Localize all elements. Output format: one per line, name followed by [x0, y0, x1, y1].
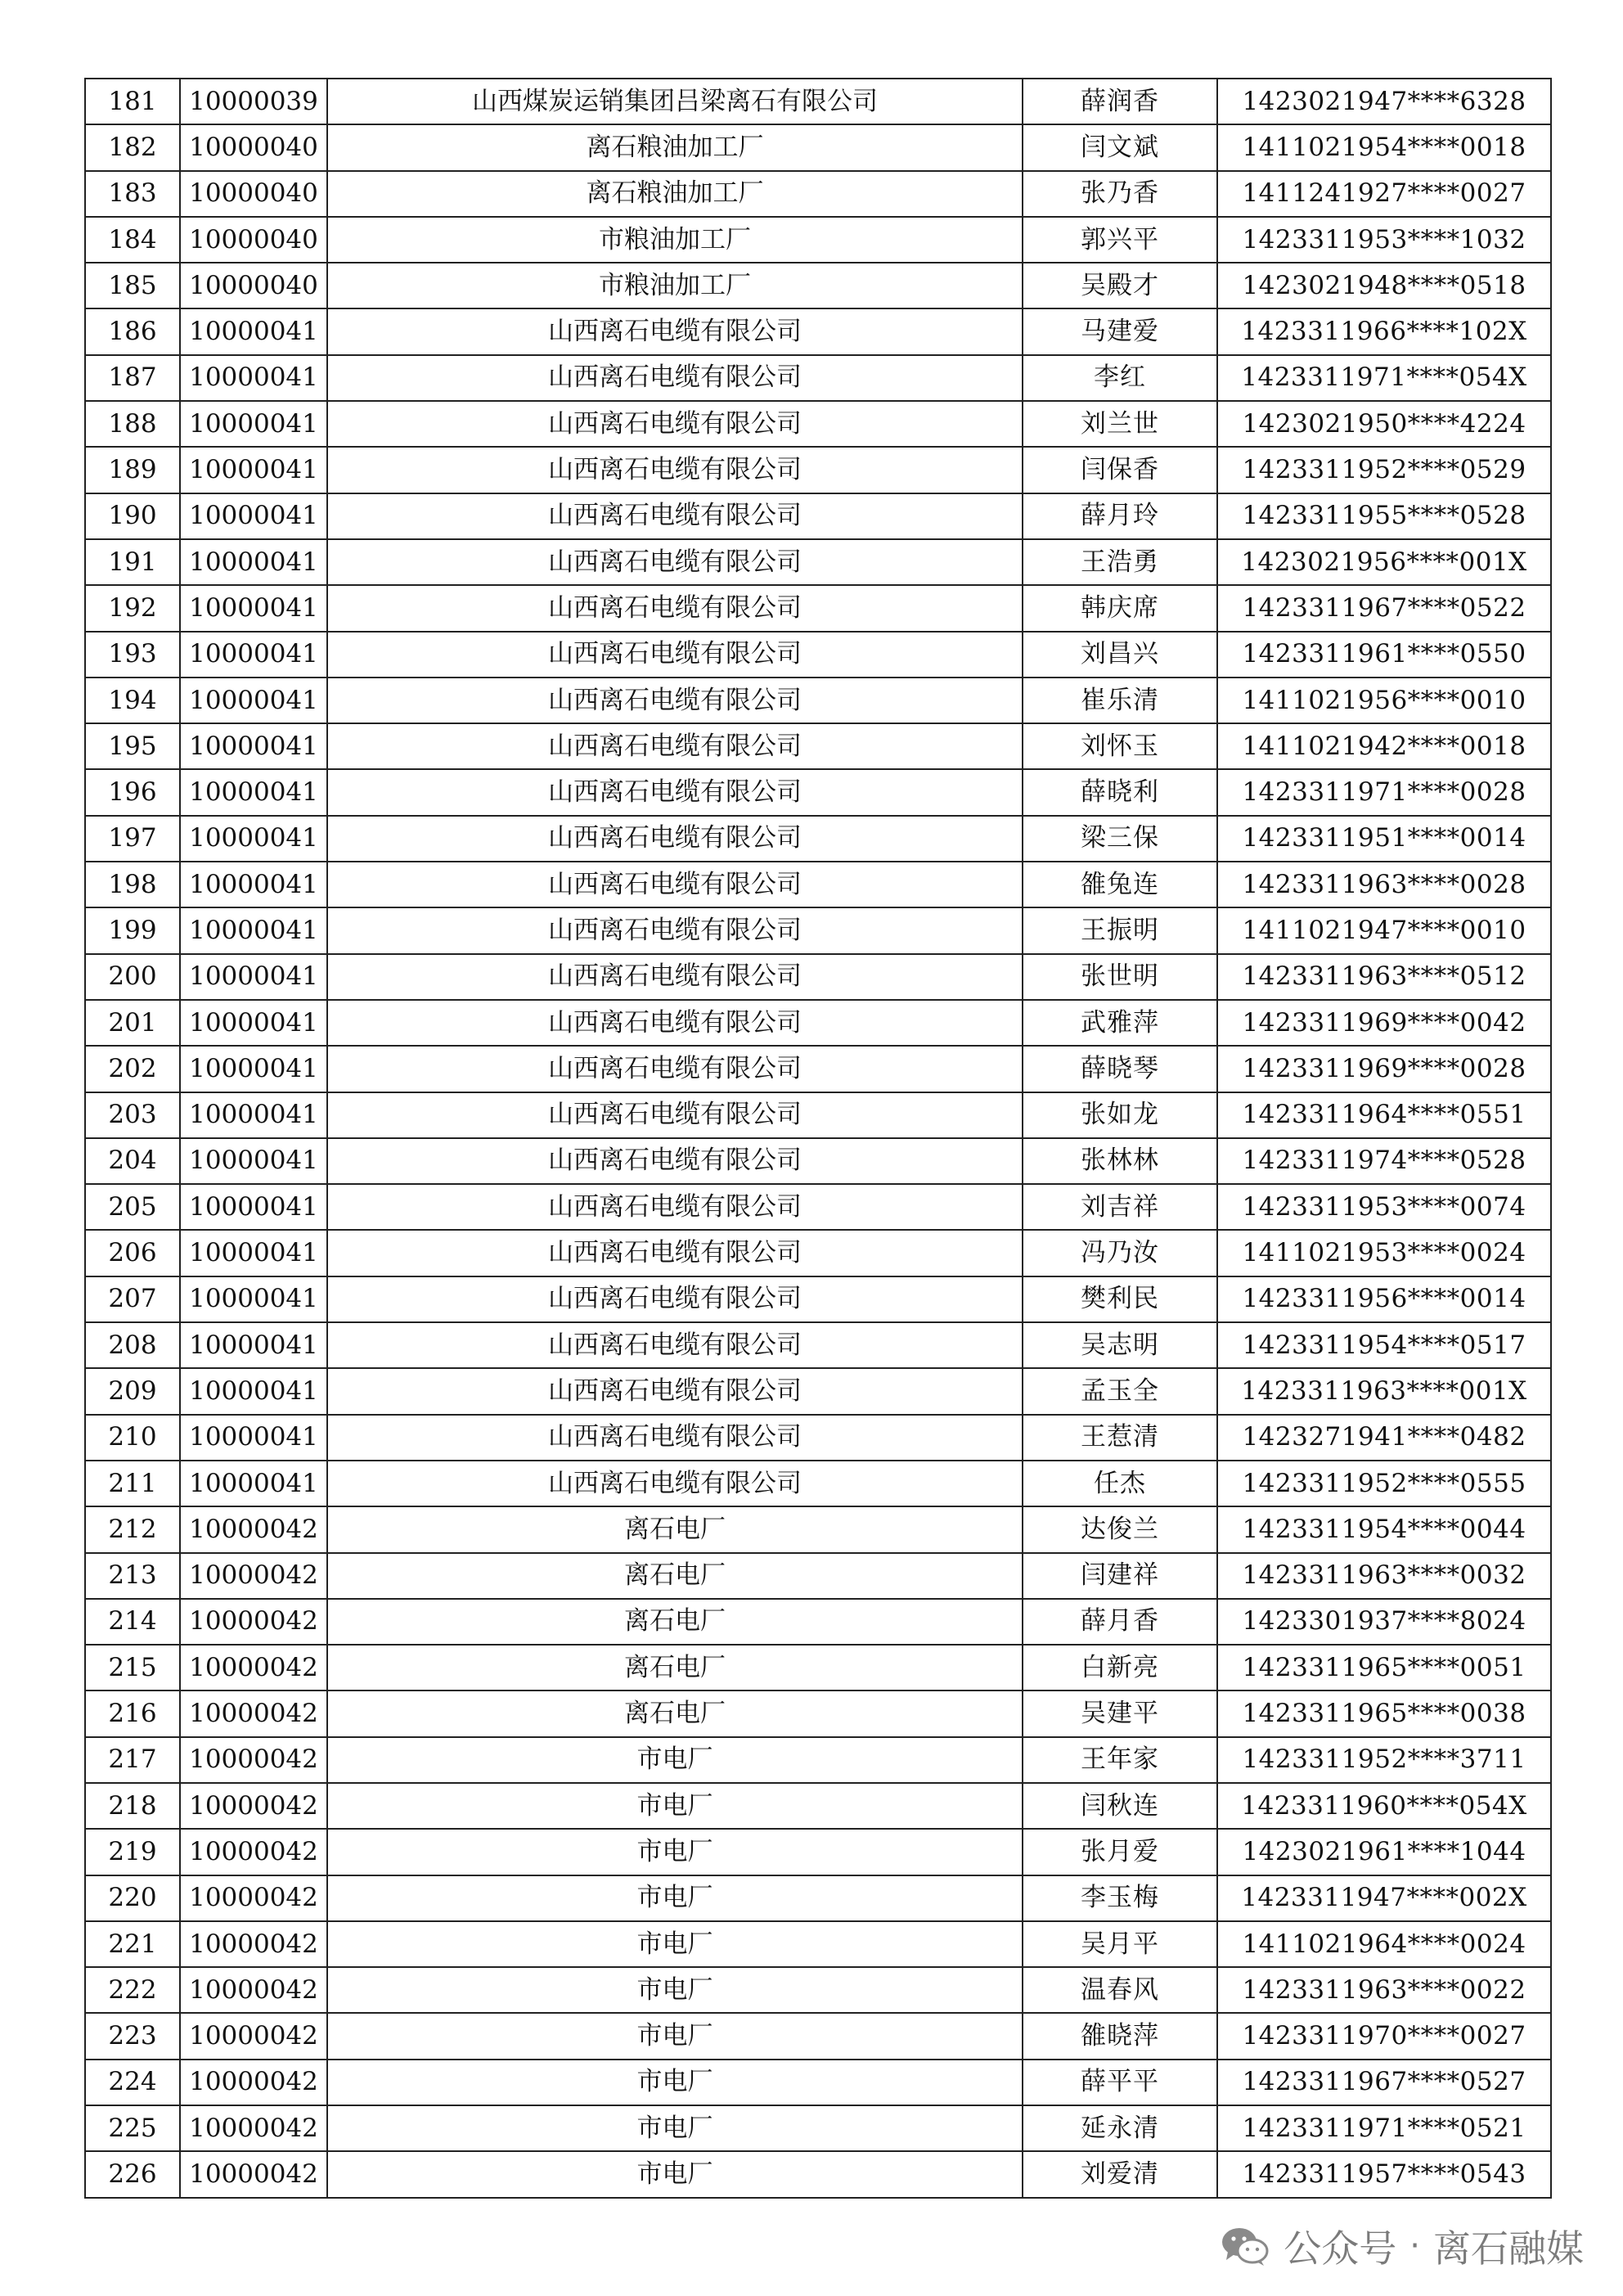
unit-code: 10000041 [180, 769, 327, 815]
id-number: 1423311969****0042 [1217, 1000, 1551, 1046]
person-name: 刘昌兴 [1023, 632, 1217, 678]
person-name: 温春风 [1023, 1967, 1217, 2013]
unit-code: 10000041 [180, 1092, 327, 1138]
table-row [85, 539, 1551, 585]
person-name: 孟玉全 [1023, 1368, 1217, 1414]
unit-code: 10000041 [180, 862, 327, 907]
organization-name: 山西离石电缆有限公司 [327, 493, 1023, 539]
table-row [85, 217, 1551, 263]
person-name: 武雅萍 [1023, 1000, 1217, 1046]
unit-code: 10000041 [180, 539, 327, 585]
organization-name: 山西离石电缆有限公司 [327, 1092, 1023, 1138]
id-number: 1423021950****4224 [1217, 401, 1551, 447]
id-number: 1423311970****0027 [1217, 2013, 1551, 2059]
unit-code: 10000042 [180, 2151, 327, 2197]
unit-code: 10000041 [180, 907, 327, 953]
person-name: 刘怀玉 [1023, 723, 1217, 769]
row-number: 190 [85, 493, 180, 539]
table-row [85, 1184, 1551, 1230]
row-number: 219 [85, 1829, 180, 1875]
unit-code: 10000042 [180, 2060, 327, 2105]
row-number: 217 [85, 1737, 180, 1783]
organization-name: 山西离石电缆有限公司 [327, 308, 1023, 354]
person-name: 郭兴平 [1023, 217, 1217, 263]
organization-name: 市电厂 [327, 2105, 1023, 2151]
table-row [85, 1599, 1551, 1645]
row-number: 225 [85, 2105, 180, 2151]
id-number: 1423311963****001X [1217, 1368, 1551, 1414]
unit-code: 10000041 [180, 1461, 327, 1506]
organization-name: 市电厂 [327, 1875, 1023, 1921]
table-row [85, 1000, 1551, 1046]
watermark-account: 离石融媒 [1433, 2226, 1584, 2271]
id-number: 1411021953****0024 [1217, 1230, 1551, 1276]
person-name: 王振明 [1023, 907, 1217, 953]
id-number: 1423311966****102X [1217, 308, 1551, 354]
table-row [85, 632, 1551, 678]
organization-name: 山西离石电缆有限公司 [327, 401, 1023, 447]
id-number: 1423311967****0527 [1217, 2060, 1551, 2105]
unit-code: 10000042 [180, 1553, 327, 1599]
person-name: 崔乐清 [1023, 678, 1217, 723]
row-number: 188 [85, 401, 180, 447]
row-number: 192 [85, 585, 180, 631]
organization-name: 山西离石电缆有限公司 [327, 1415, 1023, 1461]
organization-name: 山西离石电缆有限公司 [327, 907, 1023, 953]
row-number: 202 [85, 1046, 180, 1092]
row-number: 184 [85, 217, 180, 263]
table-row [85, 2060, 1551, 2105]
row-number: 215 [85, 1645, 180, 1690]
id-number: 1423301937****8024 [1217, 1599, 1551, 1645]
row-number: 207 [85, 1276, 180, 1322]
id-number: 1423311961****0550 [1217, 632, 1551, 678]
table-row [85, 1783, 1551, 1829]
unit-code: 10000041 [180, 1000, 327, 1046]
id-number: 1423311963****0028 [1217, 862, 1551, 907]
organization-name: 山西离石电缆有限公司 [327, 355, 1023, 401]
organization-name: 山西离石电缆有限公司 [327, 1230, 1023, 1276]
unit-code: 10000041 [180, 585, 327, 631]
id-number: 1423311971****0028 [1217, 769, 1551, 815]
row-number: 210 [85, 1415, 180, 1461]
person-name: 冯乃汝 [1023, 1230, 1217, 1276]
person-name: 刘吉祥 [1023, 1184, 1217, 1230]
table-row [85, 2105, 1551, 2151]
row-number: 196 [85, 769, 180, 815]
wechat-icon [1220, 2224, 1270, 2268]
id-number: 1411021954****0018 [1217, 124, 1551, 170]
table-row [85, 79, 1551, 124]
id-number: 1411021942****0018 [1217, 723, 1551, 769]
unit-code: 10000042 [180, 1875, 327, 1921]
person-name: 雒晓萍 [1023, 2013, 1217, 2059]
table-row [85, 355, 1551, 401]
person-name: 王惹清 [1023, 1415, 1217, 1461]
organization-name: 市电厂 [327, 1829, 1023, 1875]
organization-name: 山西离石电缆有限公司 [327, 1184, 1023, 1230]
unit-code: 10000042 [180, 1506, 327, 1552]
table-row [85, 1829, 1551, 1875]
row-number: 216 [85, 1690, 180, 1736]
table-row [85, 678, 1551, 723]
unit-code: 10000041 [180, 1415, 327, 1461]
person-name: 王浩勇 [1023, 539, 1217, 585]
unit-code: 10000041 [180, 816, 327, 862]
row-number: 220 [85, 1875, 180, 1921]
row-number: 223 [85, 2013, 180, 2059]
id-number: 1423021947****6328 [1217, 79, 1551, 124]
table-row [85, 862, 1551, 907]
person-name: 雒兔连 [1023, 862, 1217, 907]
unit-code: 10000042 [180, 1829, 327, 1875]
id-number: 1423311963****0022 [1217, 1967, 1551, 2013]
row-number: 226 [85, 2151, 180, 2197]
person-name: 刘爱清 [1023, 2151, 1217, 2197]
person-name: 闫建祥 [1023, 1553, 1217, 1599]
unit-code: 10000042 [180, 2105, 327, 2151]
id-number: 1423311965****0038 [1217, 1690, 1551, 1736]
table-row [85, 2151, 1551, 2197]
person-name: 薛月玲 [1023, 493, 1217, 539]
row-number: 182 [85, 124, 180, 170]
organization-name: 山西离石电缆有限公司 [327, 1276, 1023, 1322]
person-name: 李玉梅 [1023, 1875, 1217, 1921]
unit-code: 10000042 [180, 1783, 327, 1829]
unit-code: 10000041 [180, 1138, 327, 1184]
table-row [85, 907, 1551, 953]
person-name: 张如龙 [1023, 1092, 1217, 1138]
table-row [85, 493, 1551, 539]
row-number: 201 [85, 1000, 180, 1046]
row-number: 213 [85, 1553, 180, 1599]
watermark [1220, 2217, 1584, 2275]
id-number: 1423271941****0482 [1217, 1415, 1551, 1461]
row-number: 200 [85, 954, 180, 1000]
person-name: 刘兰世 [1023, 401, 1217, 447]
unit-code: 10000042 [180, 1599, 327, 1645]
table-row [85, 1415, 1551, 1461]
table-row [85, 1230, 1551, 1276]
table-row [85, 2013, 1551, 2059]
row-number: 204 [85, 1138, 180, 1184]
id-number: 1423311953****1032 [1217, 217, 1551, 263]
person-name: 薛晓利 [1023, 769, 1217, 815]
organization-name: 市电厂 [327, 2060, 1023, 2105]
row-number: 205 [85, 1184, 180, 1230]
table-row [85, 954, 1551, 1000]
row-number: 193 [85, 632, 180, 678]
id-number: 1411021964****0024 [1217, 1921, 1551, 1967]
person-name: 韩庆席 [1023, 585, 1217, 631]
id-number: 1423311969****0028 [1217, 1046, 1551, 1092]
row-number: 185 [85, 263, 180, 308]
table-row [85, 1690, 1551, 1736]
watermark-label: 公众号 [1284, 2226, 1397, 2271]
id-number: 1423311967****0522 [1217, 585, 1551, 631]
organization-name: 山西离石电缆有限公司 [327, 1368, 1023, 1414]
row-number: 199 [85, 907, 180, 953]
row-number: 186 [85, 308, 180, 354]
organization-name: 离石粮油加工厂 [327, 171, 1023, 217]
row-number: 209 [85, 1368, 180, 1414]
row-number: 191 [85, 539, 180, 585]
organization-name: 山西离石电缆有限公司 [327, 769, 1023, 815]
unit-code: 10000042 [180, 1921, 327, 1967]
row-number: 183 [85, 171, 180, 217]
organization-name: 山西离石电缆有限公司 [327, 539, 1023, 585]
person-name: 张林林 [1023, 1138, 1217, 1184]
person-name: 张月爱 [1023, 1829, 1217, 1875]
person-name: 吴志明 [1023, 1322, 1217, 1368]
id-number: 1423311952****0555 [1217, 1461, 1551, 1506]
table-row [85, 723, 1551, 769]
unit-code: 10000041 [180, 1184, 327, 1230]
watermark-separator: · [1409, 2227, 1420, 2265]
organization-name: 市电厂 [327, 1921, 1023, 1967]
table-row [85, 1461, 1551, 1506]
unit-code: 10000041 [180, 401, 327, 447]
id-number: 1423311956****0014 [1217, 1276, 1551, 1322]
id-number: 1423311965****0051 [1217, 1645, 1551, 1690]
unit-code: 10000040 [180, 263, 327, 308]
table-row [85, 1506, 1551, 1552]
unit-code: 10000041 [180, 723, 327, 769]
table-row [85, 124, 1551, 170]
organization-name: 山西离石电缆有限公司 [327, 816, 1023, 862]
person-name: 薛月香 [1023, 1599, 1217, 1645]
unit-code: 10000040 [180, 124, 327, 170]
row-number: 181 [85, 79, 180, 124]
person-name: 闫保香 [1023, 447, 1217, 493]
id-number: 1423311963****0512 [1217, 954, 1551, 1000]
table-row [85, 1138, 1551, 1184]
organization-name: 离石电厂 [327, 1553, 1023, 1599]
person-name: 王年家 [1023, 1737, 1217, 1783]
row-number: 195 [85, 723, 180, 769]
unit-code: 10000040 [180, 171, 327, 217]
table-row [85, 1276, 1551, 1322]
table-row [85, 816, 1551, 862]
organization-name: 离石电厂 [327, 1690, 1023, 1736]
table-row [85, 769, 1551, 815]
id-number: 1423311960****054X [1217, 1783, 1551, 1829]
person-name: 任杰 [1023, 1461, 1217, 1506]
id-number: 1423021961****1044 [1217, 1829, 1551, 1875]
id-number: 1423311963****0032 [1217, 1553, 1551, 1599]
table-row [85, 263, 1551, 308]
row-number: 208 [85, 1322, 180, 1368]
person-name: 吴殿才 [1023, 263, 1217, 308]
unit-code: 10000042 [180, 1737, 327, 1783]
organization-name: 山西离石电缆有限公司 [327, 1322, 1023, 1368]
id-number: 1423311955****0528 [1217, 493, 1551, 539]
row-number: 214 [85, 1599, 180, 1645]
table-row [85, 585, 1551, 631]
row-number: 187 [85, 355, 180, 401]
row-number: 222 [85, 1967, 180, 2013]
unit-code: 10000042 [180, 1967, 327, 2013]
id-number: 1423311964****0551 [1217, 1092, 1551, 1138]
unit-code: 10000041 [180, 954, 327, 1000]
organization-name: 山西离石电缆有限公司 [327, 723, 1023, 769]
table-row [85, 1967, 1551, 2013]
person-name: 梁三保 [1023, 816, 1217, 862]
unit-code: 10000041 [180, 1322, 327, 1368]
table-row [85, 1921, 1551, 1967]
unit-code: 10000041 [180, 1230, 327, 1276]
id-number: 1411241927****0027 [1217, 171, 1551, 217]
id-number: 1423311971****054X [1217, 355, 1551, 401]
id-number: 1423311971****0521 [1217, 2105, 1551, 2151]
id-number: 1423311952****3711 [1217, 1737, 1551, 1783]
unit-code: 10000042 [180, 2013, 327, 2059]
person-name: 白新亮 [1023, 1645, 1217, 1690]
person-name: 薛平平 [1023, 2060, 1217, 2105]
unit-code: 10000041 [180, 493, 327, 539]
unit-code: 10000042 [180, 1645, 327, 1690]
unit-code: 10000041 [180, 308, 327, 354]
person-name: 薛晓琴 [1023, 1046, 1217, 1092]
unit-code: 10000040 [180, 217, 327, 263]
person-name: 马建爱 [1023, 308, 1217, 354]
person-name: 吴月平 [1023, 1921, 1217, 1967]
unit-code: 10000041 [180, 1276, 327, 1322]
unit-code: 10000041 [180, 632, 327, 678]
organization-name: 市电厂 [327, 1967, 1023, 2013]
table-row [85, 1645, 1551, 1690]
person-name: 张乃香 [1023, 171, 1217, 217]
table-row [85, 1046, 1551, 1092]
row-number: 203 [85, 1092, 180, 1138]
unit-code: 10000041 [180, 355, 327, 401]
person-name: 延永清 [1023, 2105, 1217, 2151]
table-row [85, 1322, 1551, 1368]
row-number: 206 [85, 1230, 180, 1276]
unit-code: 10000041 [180, 1368, 327, 1414]
row-number: 218 [85, 1783, 180, 1829]
unit-code: 10000041 [180, 447, 327, 493]
organization-name: 市电厂 [327, 2013, 1023, 2059]
person-name: 李红 [1023, 355, 1217, 401]
table-row [85, 1875, 1551, 1921]
organization-name: 山西离石电缆有限公司 [327, 1461, 1023, 1506]
organization-name: 离石电厂 [327, 1645, 1023, 1690]
id-number: 1423021956****001X [1217, 539, 1551, 585]
table-row [85, 401, 1551, 447]
row-number: 212 [85, 1506, 180, 1552]
unit-code: 10000041 [180, 1046, 327, 1092]
id-number: 1423311954****0044 [1217, 1506, 1551, 1552]
organization-name: 山西离石电缆有限公司 [327, 678, 1023, 723]
person-name: 张世明 [1023, 954, 1217, 1000]
organization-name: 山西离石电缆有限公司 [327, 1046, 1023, 1092]
organization-name: 山西离石电缆有限公司 [327, 1000, 1023, 1046]
id-number: 1423311951****0014 [1217, 816, 1551, 862]
pension-list-table [84, 78, 1552, 2199]
row-number: 194 [85, 678, 180, 723]
id-number: 1423311953****0074 [1217, 1184, 1551, 1230]
row-number: 198 [85, 862, 180, 907]
organization-name: 市电厂 [327, 2151, 1023, 2197]
organization-name: 山西离石电缆有限公司 [327, 447, 1023, 493]
table-row [85, 1368, 1551, 1414]
organization-name: 山西离石电缆有限公司 [327, 862, 1023, 907]
person-name: 达俊兰 [1023, 1506, 1217, 1552]
organization-name: 山西煤炭运销集团吕梁离石有限公司 [327, 79, 1023, 124]
id-number: 1423311954****0517 [1217, 1322, 1551, 1368]
unit-code: 10000041 [180, 678, 327, 723]
organization-name: 离石电厂 [327, 1506, 1023, 1552]
id-number: 1423311957****0543 [1217, 2151, 1551, 2197]
organization-name: 市粮油加工厂 [327, 263, 1023, 308]
id-number: 1411021956****0010 [1217, 678, 1551, 723]
id-number: 1423311974****0528 [1217, 1138, 1551, 1184]
organization-name: 离石粮油加工厂 [327, 124, 1023, 170]
organization-name: 山西离石电缆有限公司 [327, 954, 1023, 1000]
organization-name: 山西离石电缆有限公司 [327, 1138, 1023, 1184]
row-number: 221 [85, 1921, 180, 1967]
table-row [85, 1553, 1551, 1599]
person-name: 闫秋连 [1023, 1783, 1217, 1829]
organization-name: 市电厂 [327, 1737, 1023, 1783]
table-body [85, 79, 1551, 2198]
person-name: 吴建平 [1023, 1690, 1217, 1736]
organization-name: 市电厂 [327, 1783, 1023, 1829]
row-number: 224 [85, 2060, 180, 2105]
row-number: 211 [85, 1461, 180, 1506]
unit-code: 10000042 [180, 1690, 327, 1736]
organization-name: 离石电厂 [327, 1599, 1023, 1645]
person-name: 闫文斌 [1023, 124, 1217, 170]
organization-name: 山西离石电缆有限公司 [327, 632, 1023, 678]
id-number: 1423311952****0529 [1217, 447, 1551, 493]
organization-name: 山西离石电缆有限公司 [327, 585, 1023, 631]
row-number: 197 [85, 816, 180, 862]
row-number: 189 [85, 447, 180, 493]
person-name: 樊利民 [1023, 1276, 1217, 1322]
table-row [85, 447, 1551, 493]
table-row [85, 1737, 1551, 1783]
table-row [85, 308, 1551, 354]
unit-code: 10000039 [180, 79, 327, 124]
person-name: 薛润香 [1023, 79, 1217, 124]
table-row [85, 1092, 1551, 1138]
organization-name: 市粮油加工厂 [327, 217, 1023, 263]
id-number: 1423311947****002X [1217, 1875, 1551, 1921]
id-number: 1423021948****0518 [1217, 263, 1551, 308]
table-row [85, 171, 1551, 217]
id-number: 1411021947****0010 [1217, 907, 1551, 953]
